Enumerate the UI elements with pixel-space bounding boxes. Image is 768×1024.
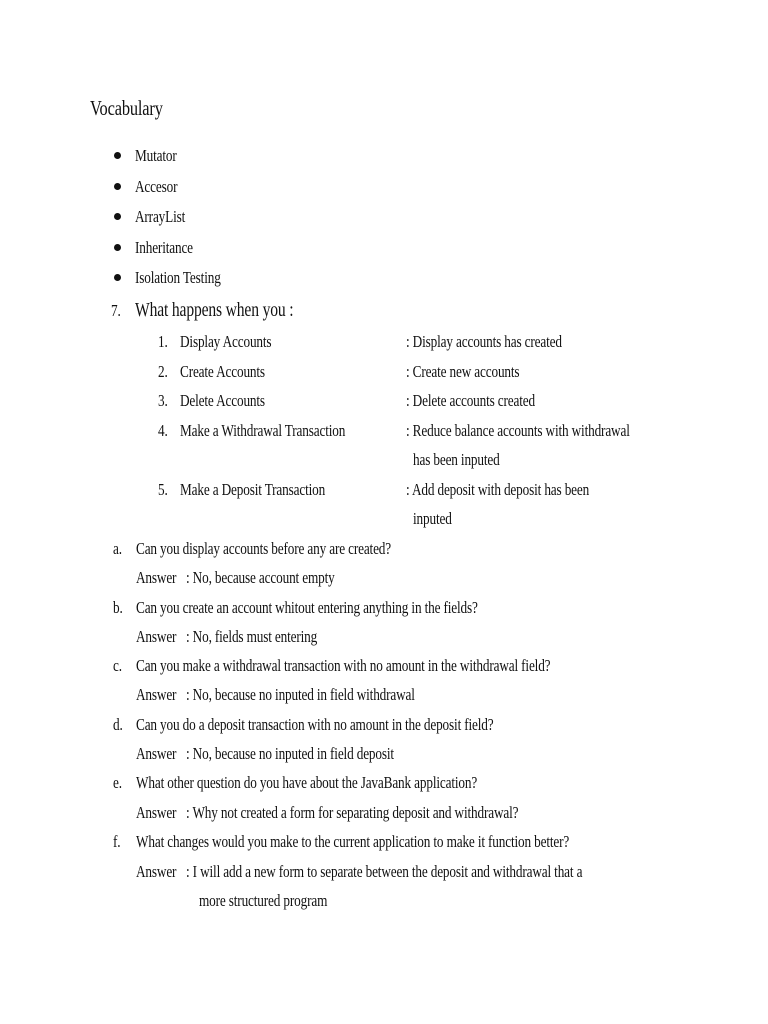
- answer-text: : No, because no inputed in field withdrawal: [186, 685, 415, 704]
- list-item: Accesor: [135, 177, 178, 196]
- answer-label: Answer: [136, 803, 177, 822]
- question-text: What other question do you have about the JavaBank application?: [136, 773, 478, 792]
- list-item: Isolation Testing: [135, 268, 221, 287]
- question-number: 7.: [111, 301, 121, 320]
- bullet-icon: [114, 152, 121, 159]
- item-result: : Create new accounts: [406, 362, 520, 381]
- answer-text: : I will add a new form to separate between the deposit and withdrawal that a: [186, 862, 583, 881]
- item-action: Display Accounts: [180, 332, 272, 351]
- item-number: 1.: [158, 332, 168, 351]
- answer-label: Answer: [136, 568, 177, 587]
- question-text: Can you create an account whitout entering anything in the fields?: [136, 598, 478, 617]
- question-letter: f.: [113, 832, 121, 851]
- bullet-icon: [114, 274, 121, 281]
- item-result-continued: inputed: [413, 509, 452, 528]
- bullet-icon: [114, 213, 121, 220]
- answer-label: Answer: [136, 862, 177, 881]
- item-result: : Add deposit with deposit has been: [406, 480, 590, 499]
- item-action: Make a Withdrawal Transaction: [180, 421, 346, 440]
- question-letter: a.: [113, 539, 122, 558]
- answer-text: : Why not created a form for separating deposit and withdrawal?: [186, 803, 519, 822]
- page-title: Vocabulary: [90, 96, 163, 120]
- answer-text: : No, because no inputed in field deposit: [186, 744, 394, 763]
- question-letter: e.: [113, 773, 122, 792]
- answer-label: Answer: [136, 627, 177, 646]
- item-result: : Reduce balance accounts with withdrawal: [406, 421, 630, 440]
- list-item: Mutator: [135, 146, 177, 165]
- answer-label: Answer: [136, 685, 177, 704]
- answer-text-continued: more structured program: [199, 891, 328, 910]
- item-result: : Display accounts has created: [406, 332, 562, 351]
- question-text: What happens when you :: [135, 299, 294, 321]
- list-item: ArrayList: [135, 207, 186, 226]
- item-action: Create Accounts: [180, 362, 265, 381]
- answer-text: : No, fields must entering: [186, 627, 318, 646]
- list-item: Inheritance: [135, 238, 193, 257]
- bullet-icon: [114, 183, 121, 190]
- item-number: 5.: [158, 480, 168, 499]
- question-text: Can you do a deposit transaction with no amount in the deposit field?: [136, 715, 494, 734]
- answer-label: Answer: [136, 744, 177, 763]
- question-text: Can you make a withdrawal transaction with no amount in the withdrawal field?: [136, 656, 551, 675]
- question-text: What changes would you make to the current application to make it function better?: [136, 832, 570, 851]
- item-result-continued: has been inputed: [413, 450, 500, 469]
- question-letter: b.: [113, 598, 123, 617]
- question-text: Can you display accounts before any are created?: [136, 539, 392, 558]
- item-result: : Delete accounts created: [406, 391, 535, 410]
- bullet-icon: [114, 244, 121, 251]
- item-action: Delete Accounts: [180, 391, 265, 410]
- question-letter: d.: [113, 715, 123, 734]
- answer-text: : No, because account empty: [186, 568, 335, 587]
- question-letter: c.: [113, 656, 122, 675]
- item-number: 2.: [158, 362, 168, 381]
- item-number: 4.: [158, 421, 168, 440]
- item-number: 3.: [158, 391, 168, 410]
- item-action: Make a Deposit Transaction: [180, 480, 326, 499]
